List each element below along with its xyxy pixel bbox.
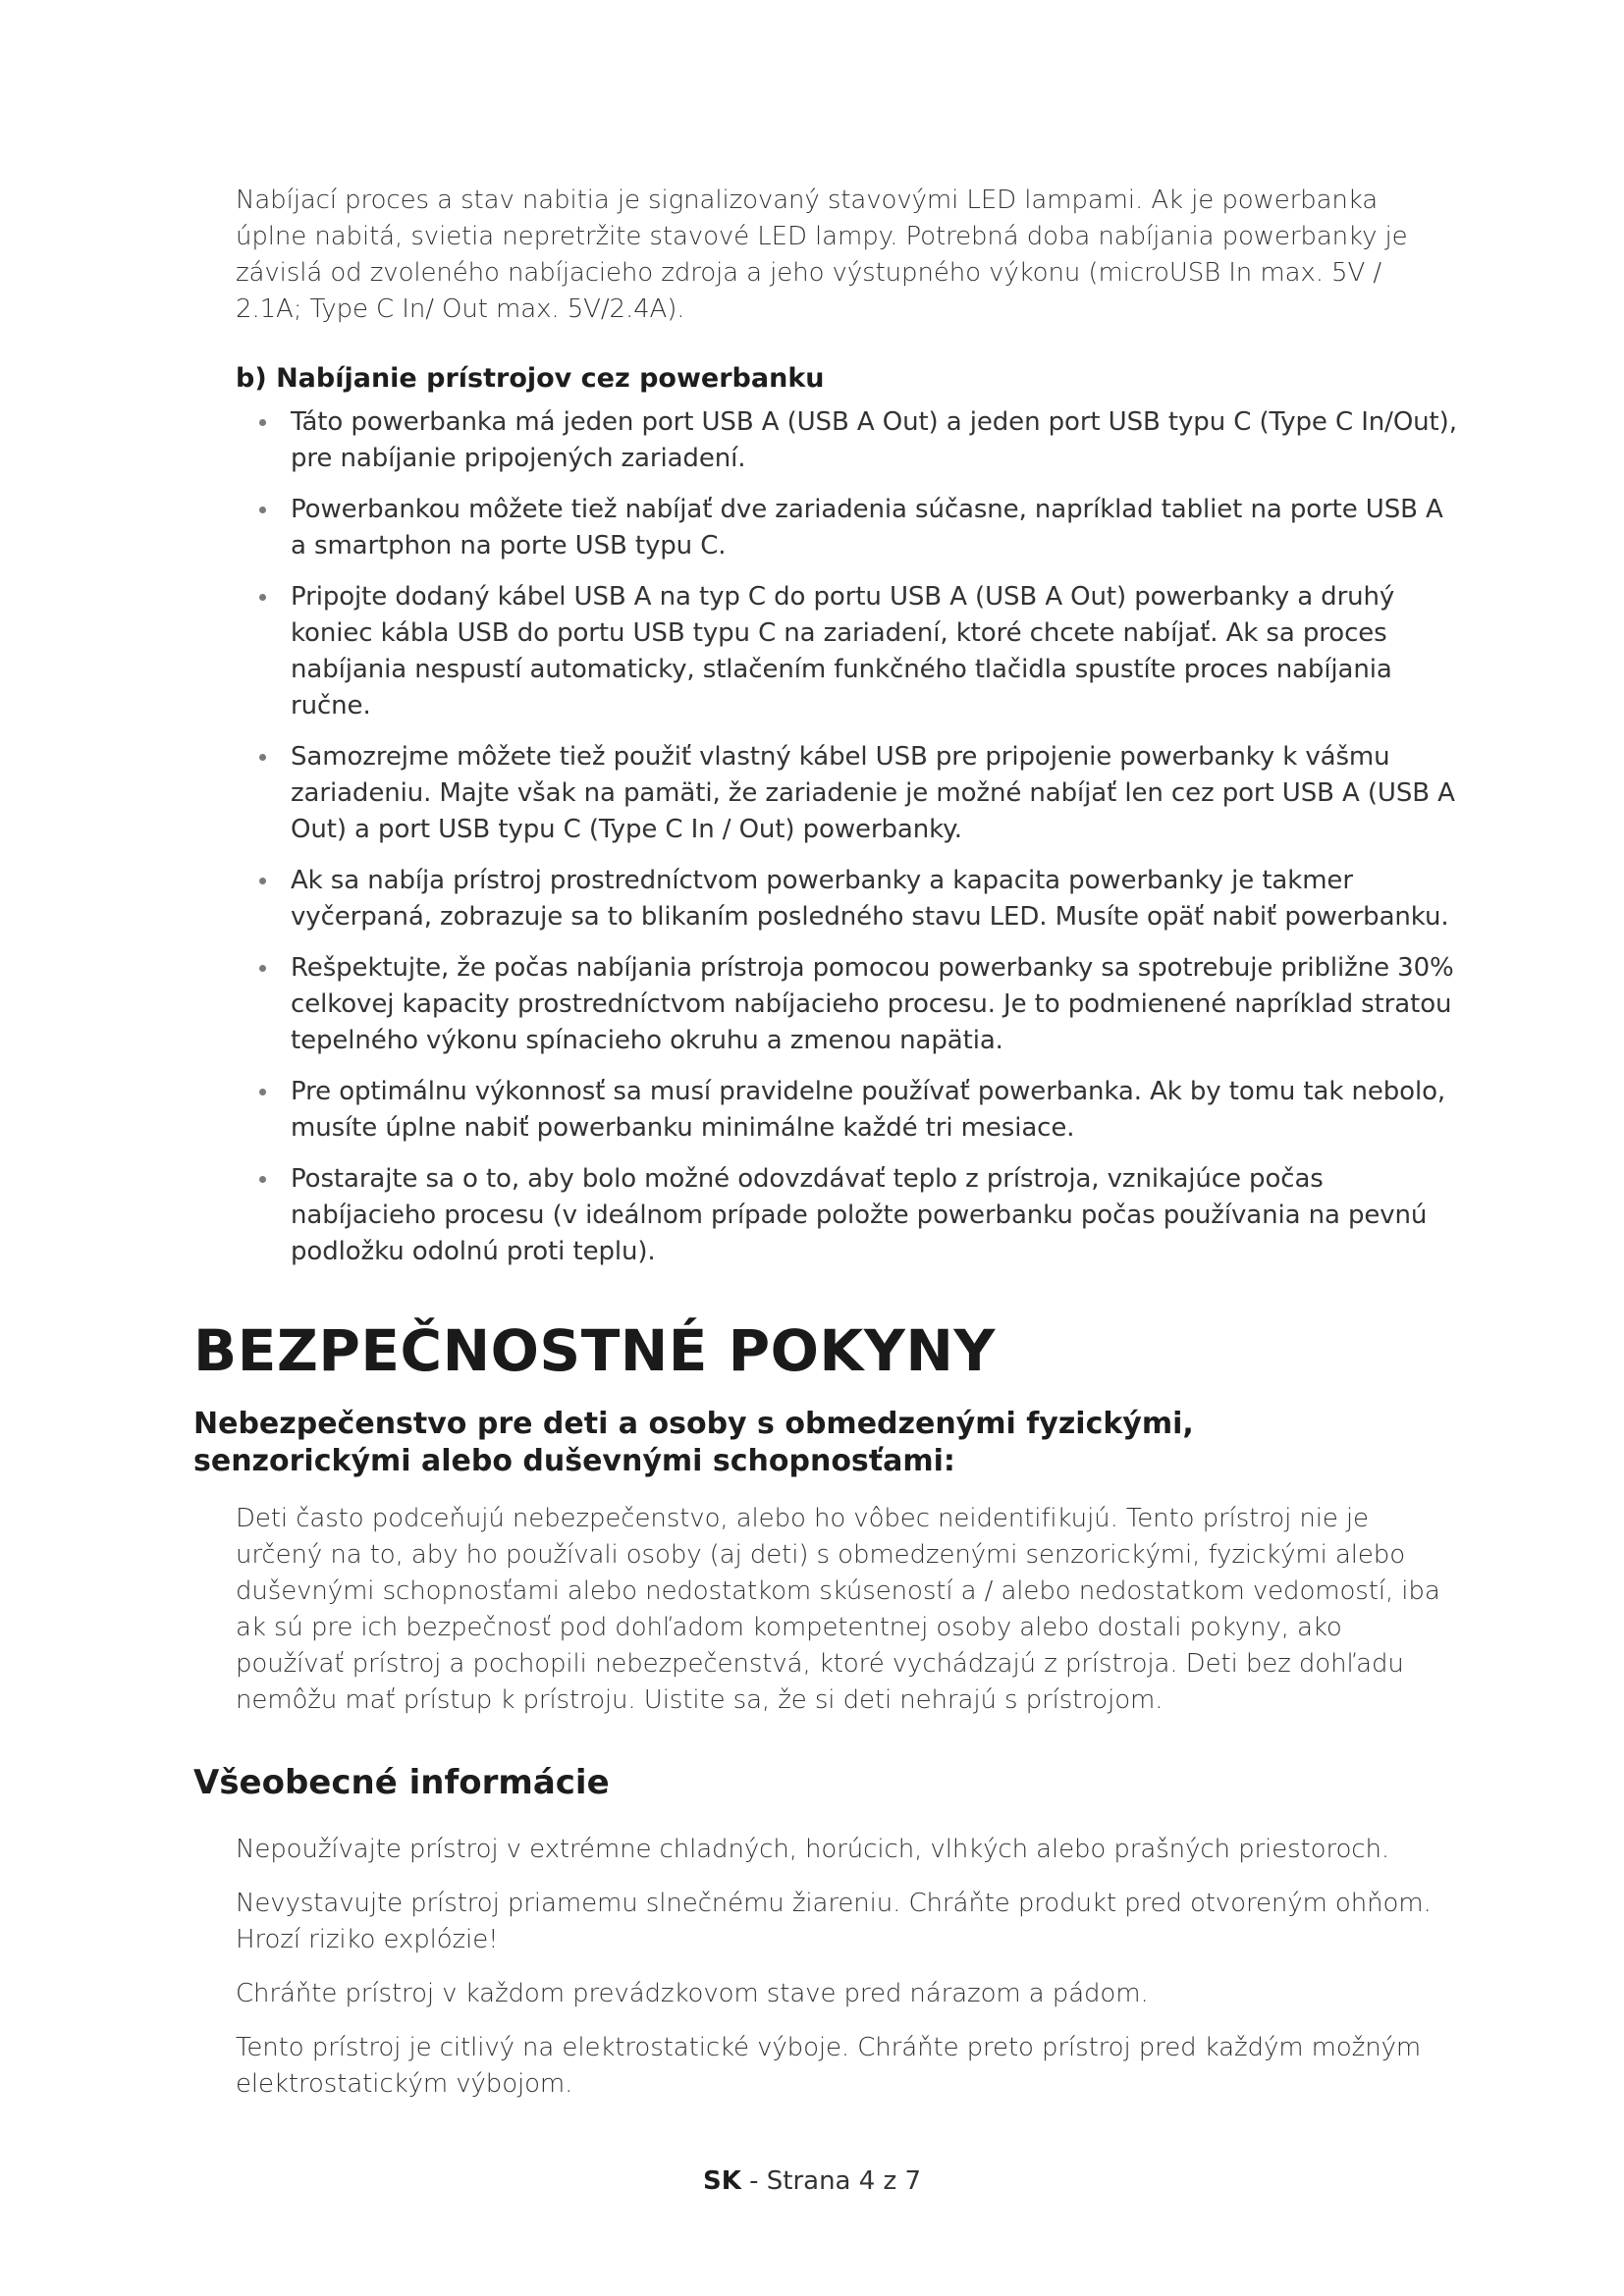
bullet-icon (259, 965, 266, 972)
bullet-icon (259, 754, 266, 761)
footer-language: SK (702, 2166, 741, 2196)
footer-page-number: - Strana 4 z 7 (749, 2166, 922, 2196)
section-subheading: b) Nabíjanie prístrojov cez powerbanku (236, 363, 825, 394)
intro-paragraph: Nabíjací proces a stav nabitia je signalizovaný stavovými LED lampami. Ak je powerbanka úplne nabitá, svietia nepretržite stavové LED lampy. Potrebná doba nabíjania powerbanky je závislá od zvoleného nabíjacieho zdroja a jeho výstupného výkonu (microUSB In max. 5V / 2.1A; Type C In/ Out max. 5V/2.4A). (236, 186, 1408, 324)
bullet-text: Ak sa nabíja prístroj prostredníctvom powerbanky a kapacita powerbanky je takmer vyčerpaná, zobrazuje sa to blikaním posledného stavu LED. Musíte opäť nabiť powerbanku. (291, 866, 1449, 932)
bullet-item (236, 1161, 1463, 1270)
page-footer (0, 2166, 1624, 2196)
bullet-text: Táto powerbanka má jeden port USB A (USB A Out) a jeden port USB typu C (Type C In/Out), pre nabíjanie pripojených zariadení. (291, 407, 1457, 473)
general-item: Nepoužívajte prístroj v extrémne chladných, horúcich, vlhkých alebo prašných priestoroch. (236, 1835, 1390, 1864)
bullet-icon (259, 594, 266, 601)
bullet-item (236, 739, 1463, 848)
bullet-item (236, 1074, 1463, 1147)
general-heading: Všeobecné informácie (193, 1763, 610, 1802)
general-item: Nevystavujte prístroj priamemu slnečnému žiareniu. Chráňte produkt pred otvoreným ohňom. Hrozí riziko explózie! (236, 1889, 1432, 1954)
hazard-heading: Nebezpečenstvo pre deti a osoby s obmedzenými fyzickými, senzorickými alebo duševnými schopnosťami: (193, 1407, 1194, 1478)
bullet-item (236, 863, 1463, 935)
bullet-text: Pripojte dodaný kábel USB A na typ C do portu USB A (USB A Out) powerbanky a druhý koniec kábla USB do portu USB typu C na zariadení, ktoré chcete nabíjať. Ak sa proces nabíjania nespustí automaticky, stlačením funkčného tlačidla spustíte proces nabíjania ručne. (291, 582, 1395, 721)
bullet-text: Rešpektujte, že počas nabíjania prístroja pomocou powerbanky sa spotrebuje približne 30% celkovej kapacity prostredníctvom nabíjacieho procesu. Je to podmienené napríklad stratou tepelného výkonu spínacieho okruhu a zmenou napätia. (291, 953, 1454, 1055)
bullet-icon (259, 878, 266, 884)
bullet-text: Powerbankou môžete tiež nabíjať dve zariadenia súčasne, napríklad tabliet na porte USB A a smartphon na porte USB typu C. (291, 495, 1443, 561)
general-item: Chráňte prístroj v každom prevádzkovom stave pred nárazom a pádom. (236, 1979, 1149, 2008)
general-item: Tento prístroj je citlivý na elektrostatické výboje. Chráňte preto prístroj pred každým možným elektrostatickým výbojom. (236, 2033, 1422, 2099)
bullet-item (236, 404, 1463, 477)
bullet-icon (259, 1176, 266, 1183)
bullet-item (236, 950, 1463, 1059)
general-info-list (236, 1832, 1463, 2120)
bullet-icon (259, 507, 266, 513)
bullet-item (236, 579, 1463, 724)
bullet-item (236, 492, 1463, 564)
bullet-text: Pre optimálnu výkonnosť sa musí pravidelne používať powerbanka. Ak by tomu tak nebolo, musíte úplne nabiť powerbanku minimálne každé tri mesiace. (291, 1077, 1446, 1143)
bullet-text: Samozrejme môžete tiež použiť vlastný kábel USB pre pripojenie powerbanky k vášmu zariadeniu. Majte však na pamäti, že zariadenie je možné nabíjať len cez port USB A (USB A Out) a port USB typu C (Type C In / Out) powerbanky. (291, 742, 1455, 844)
bullet-icon (259, 1089, 266, 1095)
hazard-paragraph: Deti často podceňujú nebezpečenstvo, alebo ho vôbec neidentifikujú. Tento prístroj nie je určený na to, aby ho používali osoby (aj deti) s obmedzenými senzorickými, fyzickými alebo duševnými schopnosťami alebo nedostatkom skúseností a / alebo nedostatkom vedomostí, iba ak sú pre ich bezpečnosť pod dohľadom kompetentnej osoby alebo dostali pokyny, ako používať prístroj a pochopili nebezpečenstvá, ktoré vychádzajú z prístroja. Deti bez dohľadu nemôžu mať prístup k prístroju. Uistite sa, že si deti nehrajú s prístrojom. (236, 1504, 1440, 1715)
bullet-text: Postarajte sa o to, aby bolo možné odovzdávať teplo z prístroja, vznikajúce počas nabíjacieho procesu (v ideálnom prípade položte powerbanku počas používania na pevnú podložku odolnú proti teplu). (291, 1164, 1428, 1266)
safety-title: BEZPEČNOSTNÉ POKYNY (193, 1317, 996, 1384)
bullet-icon (259, 419, 266, 426)
bullet-list (236, 404, 1463, 1285)
